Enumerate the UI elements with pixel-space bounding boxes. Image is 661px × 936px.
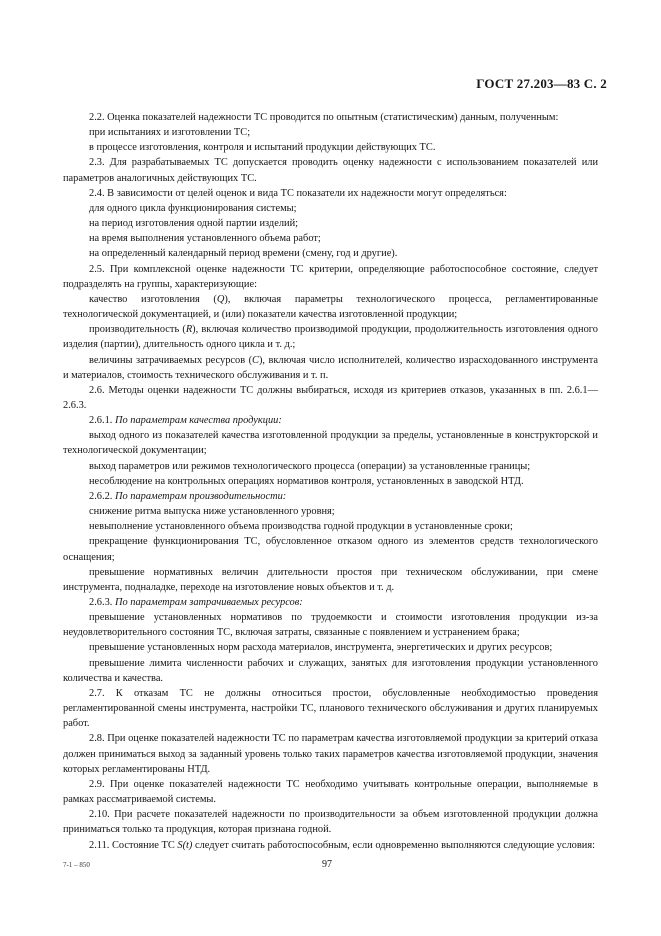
- paragraph-2-7: 2.7. К отказам ТС не должны относиться простои, обусловленные необходимостью проведения регламентированной смены инструмента, настройки ТС, планового технического обслуживания и других планируемых работ.: [63, 687, 598, 730]
- list-item: превышение установленных норм расхода материалов, инструмента, энергетических и других ресурсов;: [89, 642, 553, 654]
- page-number: 97: [322, 859, 332, 870]
- subsection-heading-2-6-1: 2.6.1. По параметрам качества продукции:: [89, 415, 282, 427]
- print-code: 7-1 – 850: [63, 861, 90, 869]
- paragraph-2-10: 2.10. При расчете показателей надежности по производительности за объем изготовленной продукции должна приниматься только та продукция, которая признана годной.: [63, 809, 598, 836]
- paragraph-2-11: 2.11. Состояние ТС S(t) следует считать работоспособным, если одновременно выполняются следующие условия:: [89, 839, 595, 851]
- paragraph-2-8: 2.8. При оценке показателей надежности ТС по параметрам качества изготовляемой продукции за критерий отказа должен приниматься выход за заданный уровень только таких параметров качества изготовляемой продукции, значения которых регламентированы НТД.: [63, 733, 598, 775]
- list-item: в процессе изготовления, контроля и испытаний продукции действующих ТС.: [89, 142, 436, 154]
- list-item: для одного цикла функционирования системы;: [89, 202, 297, 214]
- list-item: превышение лимита численности рабочих и служащих, занятых для изготовления продукции установленного количества и качества.: [63, 657, 598, 684]
- paragraph-2-4: 2.4. В зависимости от целей оценок и вида ТС показатели их надежности могут определяться:: [89, 187, 507, 199]
- page-header: ГОСТ 27.203—83 С. 2: [476, 76, 607, 91]
- paragraph-2-2: 2.2. Оценка показателей надежности ТС проводится по опытным (статистическим) данным, полученным:: [89, 112, 559, 123]
- list-item: на время выполнения установленного объема работ;: [89, 233, 321, 245]
- list-item: прекращение функционирования ТС, обусловленное отказом одного из элементов средств технологического оснащения;: [63, 536, 598, 563]
- subsection-heading-2-6-2: 2.6.2. По параметрам производительности:: [89, 490, 287, 502]
- list-item-quality: качество изготовления (Q), включая параметры технологического процесса, регламентированные технологической документацией, и (или) показатели качества изготовленной продукции;: [63, 293, 598, 321]
- list-item: на определенный календарный период времени (смену, год и другие).: [89, 248, 398, 260]
- subsection-heading-2-6-3: 2.6.3. По параметрам затрачиваемых ресурсов:: [89, 597, 303, 608]
- list-item: при испытаниях и изготовлении ТС;: [89, 127, 251, 139]
- document-body: [63, 110, 598, 853]
- paragraph-2-5: 2.5. При комплексной оценке надежности ТС критерии, определяющие работоспособное состояние, следует подразделять на группы, характеризующие:: [63, 263, 598, 290]
- list-item: несоблюдение на контрольных операциях нормативов контроля, установленных в заводской НТД.: [89, 475, 524, 487]
- list-item: выход одного из показателей качества изготовленной продукции за пределы, установленные в конструкторской и технологической документации;: [63, 430, 598, 457]
- paragraph-2-3: 2.3. Для разрабатываемых ТС допускается проводить оценку надежности с использованием показателей или параметров аналогичных действующих ТС.: [63, 157, 598, 184]
- paragraph-2-9: 2.9. При оценке показателей надежности ТС необходимо учитывать контрольные операции, выполняемые в рамках рассматриваемой системы.: [63, 778, 598, 806]
- list-item: превышение установленных нормативов по трудоемкости и стоимости изготовления продукции из-за неудовлетворительного состояния ТС, включая затраты, связанные с появлением и устранением брака;: [63, 612, 598, 639]
- list-item-resources: величины затрачиваемых ресурсов (C), включая число исполнителей, количество израсходованного инструмента и материалов, стоимость технического обслуживания и т. п.: [63, 354, 599, 381]
- list-item-productivity: производительность (R), включая количество производимой продукции, продолжительность изготовления одного изделия (партии), длительность одного цикла и т. д.;: [63, 324, 598, 351]
- paragraph-2-6: 2.6. Методы оценки надежности ТС должны выбираться, исходя из критериев отказов, указанных в пп. 2.6.1—2.6.3.: [63, 384, 598, 411]
- list-item: превышение нормативных величин длительности простоя при техническом обслуживании, при смене инструмента, подналадке, переходе на изготовление новых объектов и т. д.: [63, 566, 598, 593]
- list-item: снижение ритма выпуска ниже установленного уровня;: [89, 506, 335, 518]
- list-item: невыполнение установленного объема производства годной продукции в установленные сроки;: [89, 521, 513, 533]
- list-item: на период изготовления одной партии изделий;: [89, 218, 299, 230]
- list-item: выход параметров или режимов технологического процесса (операции) за установленные границы;: [89, 460, 531, 472]
